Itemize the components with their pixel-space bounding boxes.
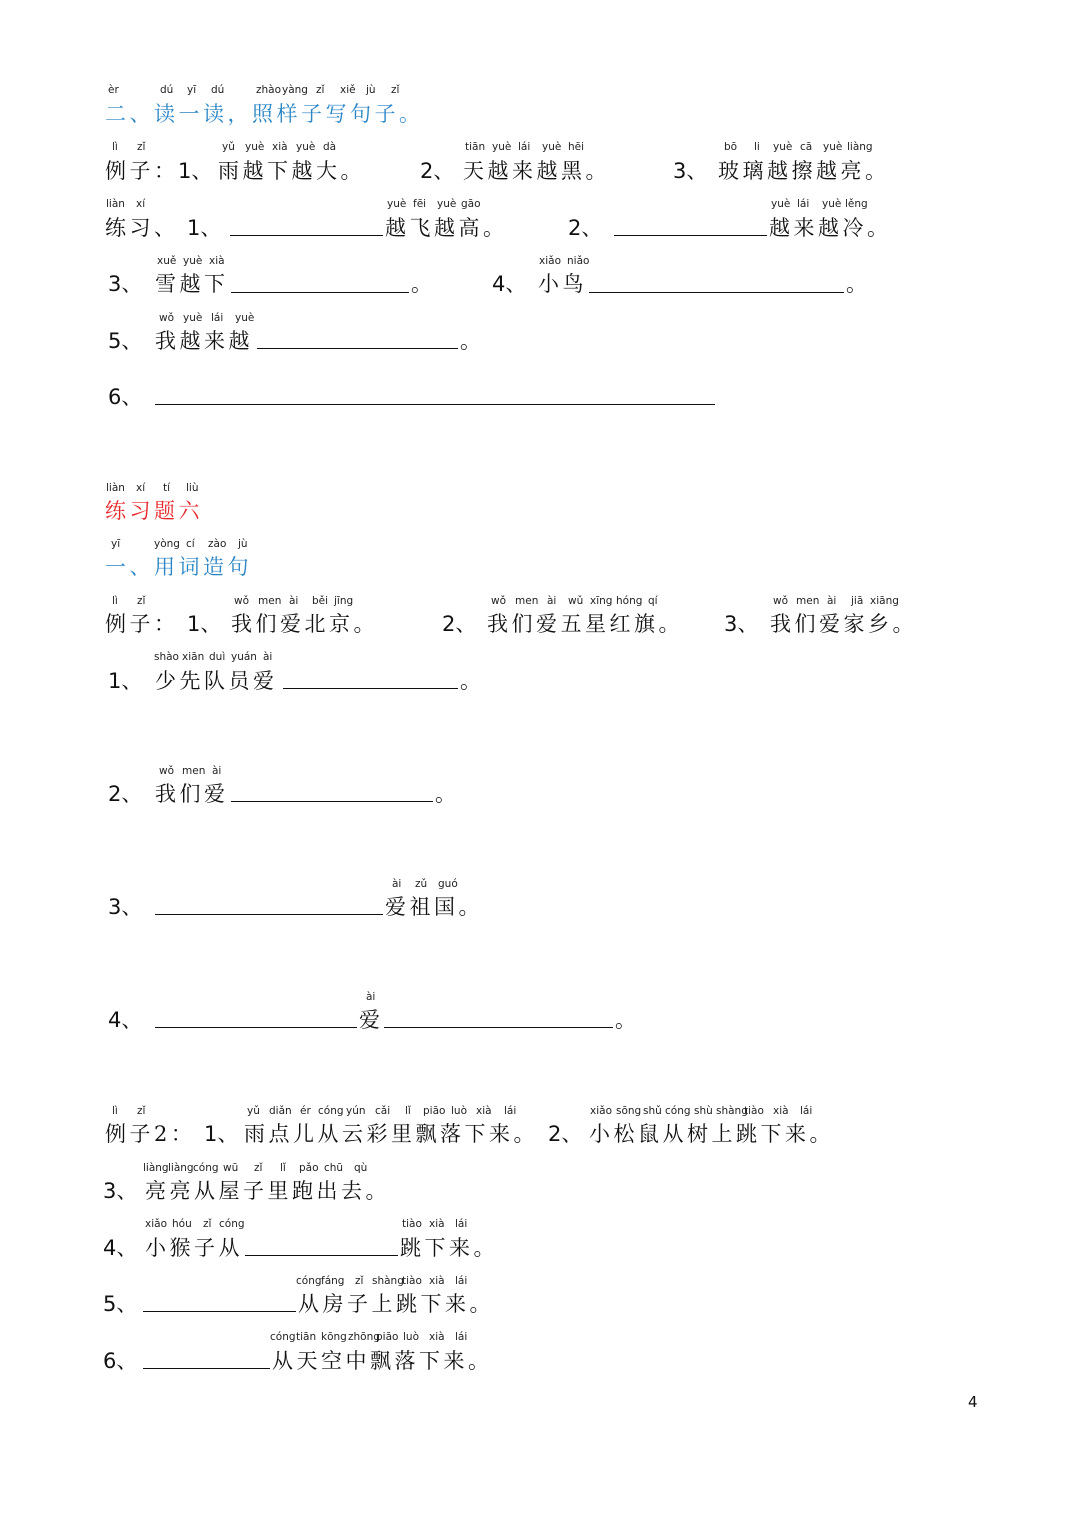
answer-blank[interactable] bbox=[230, 235, 383, 236]
answer-blank[interactable] bbox=[614, 235, 767, 236]
pinyin: zǐ bbox=[203, 1218, 212, 1230]
pinyin: wū bbox=[223, 1162, 239, 1174]
pinyin: yuè bbox=[771, 198, 791, 210]
pinyin: yuè bbox=[183, 255, 203, 267]
pinyin: zǐ bbox=[137, 1105, 146, 1117]
pinyin: lái bbox=[455, 1218, 468, 1230]
item-number: 3、 bbox=[724, 612, 759, 636]
pinyin: cā bbox=[800, 141, 813, 153]
pinyin: xīng bbox=[590, 595, 613, 607]
pinyin: qù bbox=[354, 1162, 368, 1174]
pinyin: zǐ bbox=[137, 141, 146, 153]
answer-blank[interactable] bbox=[384, 1027, 613, 1028]
pinyin: ài bbox=[263, 651, 273, 663]
pinyin: cóng bbox=[296, 1275, 322, 1287]
pinyin: zhōng bbox=[348, 1331, 380, 1343]
pinyin: men bbox=[796, 595, 820, 607]
pinyin: lái bbox=[455, 1275, 468, 1287]
page-number: 4 bbox=[968, 1393, 978, 1411]
pinyin: bō bbox=[724, 141, 738, 153]
pinyin: liàn bbox=[106, 482, 125, 494]
sentence-text: 小鸟 bbox=[538, 272, 587, 296]
pinyin: lái bbox=[211, 312, 224, 324]
item-number: 4、 bbox=[108, 1008, 143, 1032]
pinyin: cóng bbox=[193, 1162, 219, 1174]
pinyin: dà bbox=[323, 141, 337, 153]
pinyin: tiān bbox=[296, 1331, 317, 1343]
answer-blank[interactable] bbox=[231, 801, 433, 802]
pinyin: gāo bbox=[461, 198, 481, 210]
sentence-text: 从天空中飘落下来。 bbox=[272, 1349, 493, 1373]
pinyin: wǒ bbox=[159, 312, 175, 324]
pinyin: zǐ bbox=[391, 84, 400, 96]
pinyin: wǒ bbox=[159, 765, 175, 777]
answer-blank[interactable] bbox=[231, 292, 409, 293]
pinyin: cóng bbox=[318, 1105, 344, 1117]
section-heading: 二、读一读，照样子写句子。 bbox=[105, 102, 424, 126]
answer-blank[interactable] bbox=[589, 292, 844, 293]
exercise-title: 练习题六 bbox=[105, 499, 203, 523]
sentence-text: 爱 bbox=[359, 1008, 384, 1032]
pinyin: xiāng bbox=[870, 595, 899, 607]
sentence-text: 小猴子从 bbox=[145, 1236, 243, 1260]
pinyin: lì bbox=[112, 1105, 118, 1117]
example-sentence: 我们爱五星红旗。 bbox=[487, 612, 683, 636]
pinyin: zǔ bbox=[415, 878, 428, 890]
pinyin: jīng bbox=[334, 595, 354, 607]
sentence-text: 我越来越 bbox=[155, 329, 253, 353]
pinyin: luò bbox=[451, 1105, 467, 1117]
pinyin: èr bbox=[108, 84, 119, 96]
pinyin: chū bbox=[324, 1162, 344, 1174]
pinyin: lǐ bbox=[280, 1162, 286, 1174]
pinyin: piāo bbox=[376, 1331, 399, 1343]
pinyin: yuè bbox=[387, 198, 407, 210]
pinyin: shào bbox=[154, 651, 179, 663]
pinyin: liàng bbox=[847, 141, 873, 153]
pinyin: ài bbox=[289, 595, 299, 607]
pinyin: li bbox=[754, 141, 760, 153]
pinyin: jù bbox=[366, 84, 376, 96]
example-sentence: 亮亮从屋子里跑出去。 bbox=[145, 1179, 390, 1203]
pinyin: ài bbox=[547, 595, 557, 607]
pinyin: lái bbox=[504, 1105, 517, 1117]
pinyin: tiào bbox=[744, 1105, 764, 1117]
item-number: 3、 bbox=[103, 1179, 138, 1203]
pinyin: yún bbox=[346, 1105, 366, 1117]
practice-label: 练习、 bbox=[105, 216, 179, 240]
pinyin: sōng bbox=[616, 1105, 642, 1117]
pinyin: xià bbox=[429, 1331, 445, 1343]
pinyin: cí bbox=[186, 538, 195, 550]
sentence-end: 。 bbox=[460, 669, 485, 693]
pinyin: yuè bbox=[822, 198, 842, 210]
item-number: 2、 bbox=[420, 159, 455, 183]
pinyin: duì bbox=[209, 651, 226, 663]
pinyin: men bbox=[182, 765, 206, 777]
answer-blank[interactable] bbox=[155, 914, 383, 915]
pinyin: zǐ bbox=[355, 1275, 364, 1287]
pinyin: wǒ bbox=[773, 595, 789, 607]
pinyin: shǔ bbox=[643, 1105, 662, 1117]
example-label: 例子： bbox=[105, 159, 179, 183]
pinyin: cóng bbox=[270, 1331, 296, 1343]
answer-blank[interactable] bbox=[143, 1311, 296, 1312]
pinyin: ér bbox=[300, 1105, 311, 1117]
sentence-text: 从房子上跳下来。 bbox=[298, 1292, 494, 1316]
pinyin: lì bbox=[112, 595, 118, 607]
pinyin: lái bbox=[800, 1105, 813, 1117]
pinyin: xiān bbox=[182, 651, 205, 663]
pinyin: xiǎo bbox=[539, 255, 561, 267]
pinyin: fáng bbox=[321, 1275, 345, 1287]
pinyin: ài bbox=[212, 765, 222, 777]
pinyin: lěng bbox=[845, 198, 868, 210]
pinyin: lái bbox=[797, 198, 810, 210]
item-number: 1、 bbox=[187, 612, 222, 636]
example-sentence: 玻璃越擦越亮。 bbox=[718, 159, 890, 183]
item-number: 2、 bbox=[568, 216, 603, 240]
item-number: 1、 bbox=[187, 216, 222, 240]
pinyin: ài bbox=[366, 991, 376, 1003]
example-sentence: 我们爱家乡。 bbox=[770, 612, 917, 636]
item-number: 1、 bbox=[204, 1122, 239, 1146]
answer-blank[interactable] bbox=[283, 688, 458, 689]
pinyin: ài bbox=[392, 878, 402, 890]
pinyin: yuán bbox=[231, 651, 257, 663]
pinyin: yī bbox=[111, 538, 121, 550]
pinyin: dú bbox=[160, 84, 174, 96]
pinyin: yuè bbox=[823, 141, 843, 153]
item-number: 5、 bbox=[108, 329, 143, 353]
pinyin: wǒ bbox=[234, 595, 250, 607]
pinyin: zǐ bbox=[316, 84, 325, 96]
pinyin: yǔ bbox=[247, 1105, 260, 1117]
example-sentence: 雨越下越大。 bbox=[218, 159, 365, 183]
pinyin: cóng bbox=[665, 1105, 691, 1117]
pinyin: yuè bbox=[245, 141, 265, 153]
pinyin: yuè bbox=[492, 141, 512, 153]
pinyin: cǎi bbox=[375, 1105, 391, 1117]
item-number: 4、 bbox=[103, 1236, 138, 1260]
pinyin: liàng bbox=[143, 1162, 169, 1174]
sentence-end: 。 bbox=[615, 1008, 640, 1032]
item-number: 6、 bbox=[108, 385, 143, 409]
pinyin: xiě bbox=[340, 84, 356, 96]
sentence-end: 。 bbox=[435, 782, 460, 806]
sentence-text: 越飞越高。 bbox=[385, 216, 508, 240]
pinyin: yuè bbox=[437, 198, 457, 210]
example-sentence: 小松鼠从树上跳下来。 bbox=[589, 1122, 834, 1146]
example-label: 例子2： bbox=[105, 1122, 196, 1146]
item-number: 6、 bbox=[103, 1349, 138, 1373]
pinyin: cóng bbox=[219, 1218, 245, 1230]
answer-blank[interactable] bbox=[155, 1027, 357, 1028]
pinyin: yuè bbox=[773, 141, 793, 153]
pinyin: lǐ bbox=[405, 1105, 411, 1117]
pinyin: xí bbox=[136, 198, 146, 210]
pinyin: yī bbox=[187, 84, 197, 96]
item-number: 4、 bbox=[492, 272, 527, 296]
pinyin: xí bbox=[136, 482, 146, 494]
pinyin: dú bbox=[211, 84, 225, 96]
pinyin: zhào bbox=[256, 84, 282, 96]
item-number: 3、 bbox=[673, 159, 708, 183]
pinyin: lì bbox=[112, 141, 118, 153]
pinyin: xià bbox=[272, 141, 288, 153]
pinyin: zǐ bbox=[254, 1162, 263, 1174]
sentence-text: 越来越冷。 bbox=[769, 216, 892, 240]
pinyin: shàng bbox=[372, 1275, 404, 1287]
pinyin: zǐ bbox=[137, 595, 146, 607]
item-number: 2、 bbox=[108, 782, 143, 806]
pinyin: fēi bbox=[413, 198, 427, 210]
example-sentence: 雨点儿从云彩里飘落下来。 bbox=[244, 1122, 538, 1146]
pinyin: guó bbox=[438, 878, 458, 890]
item-number: 2、 bbox=[442, 612, 477, 636]
pinyin: yòng bbox=[154, 538, 180, 550]
item-number: 5、 bbox=[103, 1292, 138, 1316]
pinyin: hóu bbox=[172, 1218, 192, 1230]
sentence-text: 雪越下 bbox=[155, 272, 229, 296]
item-number: 3、 bbox=[108, 272, 143, 296]
pinyin: běi bbox=[312, 595, 329, 607]
pinyin: tí bbox=[163, 482, 171, 494]
item-number: 3、 bbox=[108, 895, 143, 919]
pinyin: xiǎo bbox=[590, 1105, 612, 1117]
answer-blank[interactable] bbox=[257, 348, 458, 349]
pinyin: tiào bbox=[402, 1275, 422, 1287]
sentence-text: 爱祖国。 bbox=[385, 895, 483, 919]
sentence-end: 。 bbox=[460, 329, 485, 353]
pinyin: kōng bbox=[321, 1331, 347, 1343]
pinyin: wǔ bbox=[568, 595, 584, 607]
pinyin: yuè bbox=[183, 312, 203, 324]
sentence-text: 我们爱 bbox=[155, 782, 229, 806]
example-sentence: 我们爱北京。 bbox=[231, 612, 378, 636]
pinyin: lái bbox=[455, 1331, 468, 1343]
pinyin: yuè bbox=[235, 312, 255, 324]
pinyin: xià bbox=[429, 1275, 445, 1287]
pinyin: men bbox=[258, 595, 282, 607]
pinyin: shàng bbox=[716, 1105, 748, 1117]
example-sentence: 天越来越黑。 bbox=[463, 159, 610, 183]
pinyin: yàng bbox=[282, 84, 308, 96]
pinyin: jù bbox=[238, 538, 248, 550]
pinyin: men bbox=[515, 595, 539, 607]
sentence-text: 跳下来。 bbox=[400, 1236, 498, 1260]
sentence-end: 。 bbox=[411, 272, 436, 296]
pinyin: xià bbox=[429, 1218, 445, 1230]
pinyin: shù bbox=[694, 1105, 713, 1117]
pinyin: niǎo bbox=[567, 255, 590, 267]
pinyin: lái bbox=[518, 141, 531, 153]
pinyin: jiā bbox=[851, 595, 864, 607]
pinyin: zào bbox=[208, 538, 227, 550]
pinyin: luò bbox=[403, 1331, 419, 1343]
pinyin: yuè bbox=[296, 141, 316, 153]
pinyin: qí bbox=[648, 595, 658, 607]
pinyin: yuè bbox=[542, 141, 562, 153]
item-number: 1、 bbox=[178, 159, 213, 183]
section-heading: 一、用词造句 bbox=[105, 555, 252, 579]
pinyin: tiào bbox=[402, 1218, 422, 1230]
pinyin: liàng bbox=[168, 1162, 194, 1174]
pinyin: yǔ bbox=[222, 141, 235, 153]
pinyin: xià bbox=[476, 1105, 492, 1117]
pinyin: liàn bbox=[106, 198, 125, 210]
example-label: 例子： bbox=[105, 612, 179, 636]
pinyin: xuě bbox=[157, 255, 177, 267]
pinyin: liù bbox=[186, 482, 199, 494]
item-number: 2、 bbox=[548, 1122, 583, 1146]
pinyin: ài bbox=[827, 595, 837, 607]
sentence-text: 少先队员爱 bbox=[155, 669, 278, 693]
pinyin: xià bbox=[209, 255, 225, 267]
answer-blank[interactable] bbox=[245, 1255, 398, 1256]
pinyin: diǎn bbox=[269, 1105, 292, 1117]
answer-blank[interactable] bbox=[143, 1368, 270, 1369]
pinyin: hóng bbox=[616, 595, 643, 607]
pinyin: xià bbox=[773, 1105, 789, 1117]
answer-blank[interactable] bbox=[155, 404, 715, 405]
pinyin: piāo bbox=[423, 1105, 446, 1117]
pinyin: xiǎo bbox=[145, 1218, 167, 1230]
pinyin: tiān bbox=[465, 141, 486, 153]
item-number: 1、 bbox=[108, 669, 143, 693]
pinyin: wǒ bbox=[491, 595, 507, 607]
sentence-end: 。 bbox=[846, 272, 871, 296]
pinyin: pǎo bbox=[299, 1162, 319, 1174]
pinyin: hēi bbox=[568, 141, 585, 153]
